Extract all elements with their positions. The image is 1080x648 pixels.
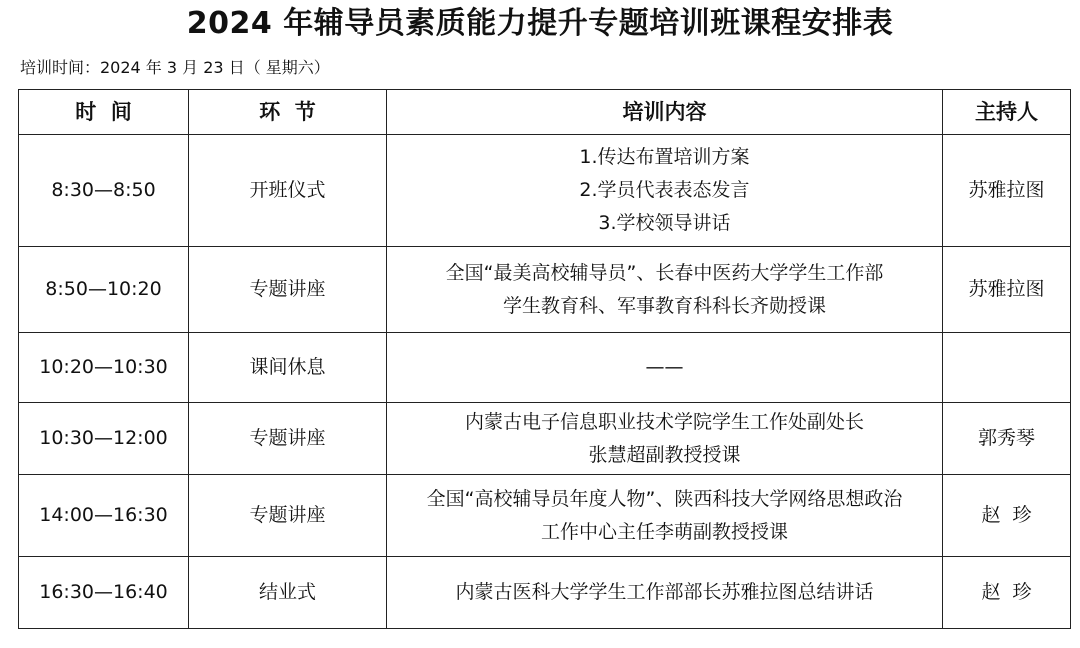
content-line: 内蒙古电子信息职业技术学院学生工作处副处长 bbox=[464, 410, 864, 433]
content-line: 2.学员代表表态发言 bbox=[579, 179, 750, 201]
content-line: 工作中心主任李萌副教授授课 bbox=[540, 520, 788, 543]
table-row bbox=[19, 403, 1071, 475]
cell-time: 16:30—16:40 bbox=[19, 557, 189, 629]
table-row bbox=[19, 135, 1071, 247]
cell-content bbox=[387, 135, 943, 247]
cell-content bbox=[387, 557, 943, 629]
cell-content bbox=[387, 403, 943, 475]
cell-session: 开班仪式 bbox=[189, 135, 387, 247]
cell-host: 郭秀琴 bbox=[943, 403, 1071, 475]
cell-session: 结业式 bbox=[189, 557, 387, 629]
cell-host: 赵 珍 bbox=[943, 475, 1071, 557]
content-line: —— bbox=[645, 356, 684, 378]
table-row bbox=[19, 333, 1071, 403]
cell-session: 专题讲座 bbox=[189, 403, 387, 475]
cell-host: 赵 珍 bbox=[943, 557, 1071, 629]
document-title: 2024 年辅导员素质能力提升专题培训班课程安排表 bbox=[186, 6, 894, 41]
cell-session: 专题讲座 bbox=[189, 247, 387, 333]
header-content: 培训内容 bbox=[387, 90, 943, 135]
table-row bbox=[19, 247, 1071, 333]
cell-time: 8:30—8:50 bbox=[19, 135, 189, 247]
content-line: 全国“高校辅导员年度人物”、陕西科技大学网络思想政治 bbox=[426, 487, 903, 510]
content-line: 3.学校领导讲话 bbox=[598, 212, 731, 234]
content-line: 全国“最美高校辅导员”、长春中医药大学学生工作部 bbox=[445, 261, 884, 284]
training-date: 培训时间：2024 年 3 月 23 日（ 星期六） bbox=[20, 58, 330, 77]
cell-time: 10:20—10:30 bbox=[19, 333, 189, 403]
content-line: 1.传达布置培训方案 bbox=[579, 146, 750, 168]
cell-content bbox=[387, 247, 943, 333]
cell-content bbox=[387, 333, 943, 403]
cell-host: 苏雅拉图 bbox=[943, 247, 1071, 333]
schedule-table bbox=[18, 89, 1071, 629]
table-row bbox=[19, 557, 1071, 629]
header-session: 环 节 bbox=[189, 90, 387, 135]
content-line: 张慧超副教授授课 bbox=[588, 443, 741, 466]
cell-time: 8:50—10:20 bbox=[19, 247, 189, 333]
cell-time: 14:00—16:30 bbox=[19, 475, 189, 557]
content-line: 学生教育科、军事教育科科长齐勋授课 bbox=[502, 294, 826, 317]
table-row bbox=[19, 475, 1071, 557]
cell-session: 专题讲座 bbox=[189, 475, 387, 557]
cell-host: 苏雅拉图 bbox=[943, 135, 1071, 247]
content-line: 内蒙古医科大学学生工作部部长苏雅拉图总结讲话 bbox=[455, 581, 874, 603]
table-header-row bbox=[19, 90, 1071, 135]
cell-session: 课间休息 bbox=[189, 333, 387, 403]
header-time: 时 间 bbox=[19, 90, 189, 135]
cell-host bbox=[943, 333, 1071, 403]
cell-time: 10:30—12:00 bbox=[19, 403, 189, 475]
cell-content bbox=[387, 475, 943, 557]
header-host: 主持人 bbox=[943, 90, 1071, 135]
